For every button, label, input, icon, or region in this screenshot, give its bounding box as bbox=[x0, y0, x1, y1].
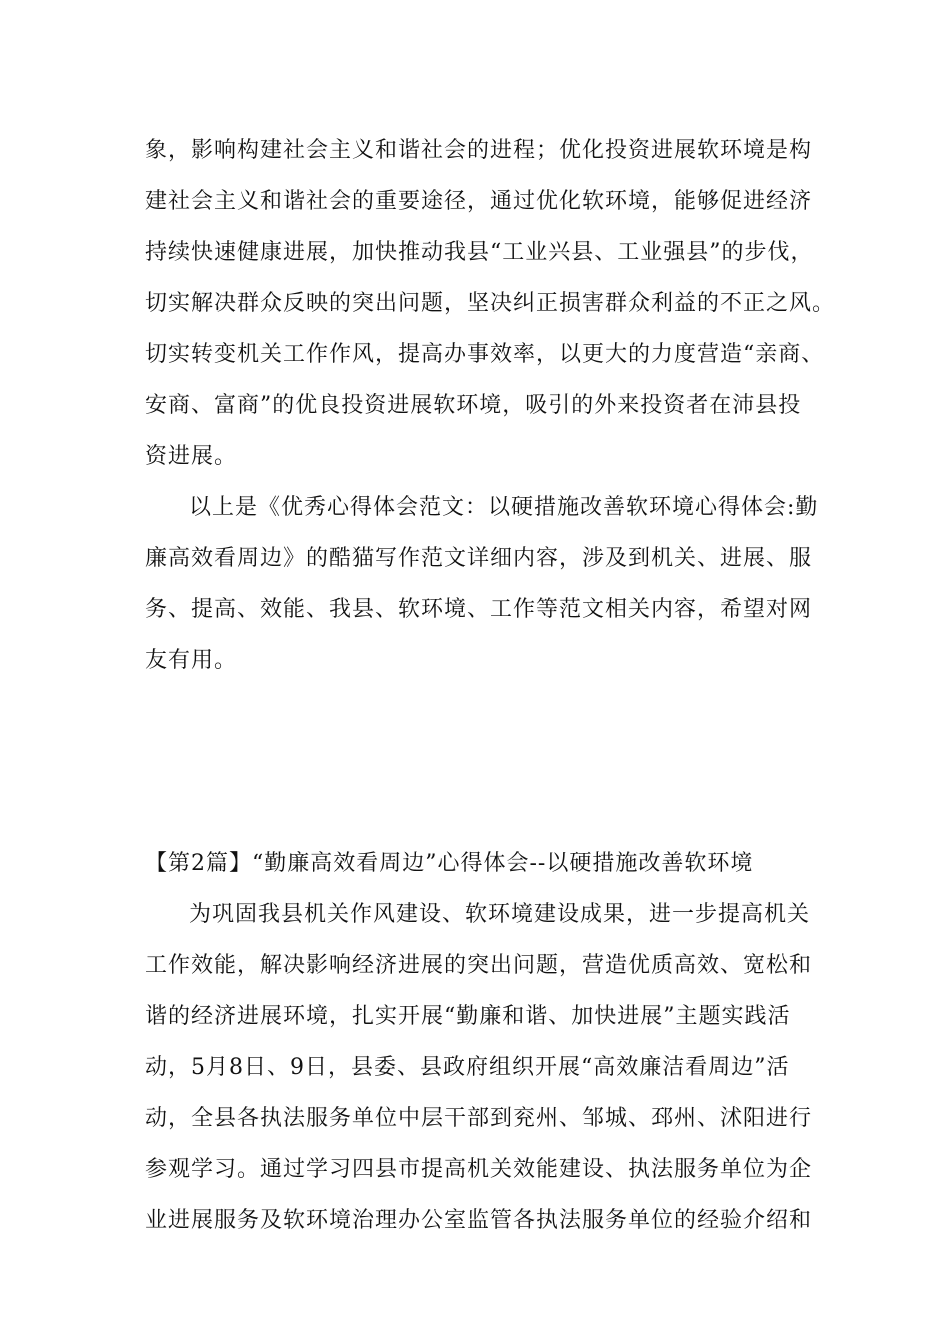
paragraph-line: 工作效能，解决影响经济进展的突出问题，营造优质高效、宽松和 bbox=[145, 953, 813, 978]
paragraph-line: 参观学习。通过学习四县市提高机关效能建设、执法服务单位为企 bbox=[145, 1157, 813, 1182]
paragraph-line: 谐的经济进展环境，扎实开展“勤廉和谐、加快进展”主题实践活 bbox=[145, 1004, 791, 1029]
paragraph-line: 建社会主义和谐社会的重要途径，通过优化软环境，能够促进经济 bbox=[145, 189, 813, 214]
section-heading: 【第2篇】“勤廉高效看周边”心得体会--以硬措施改善软环境 bbox=[145, 851, 754, 876]
paragraph-line: 以上是《优秀心得体会范文：以硬措施改善软环境心得体会:勤 bbox=[189, 495, 819, 520]
paragraph-line: 切实转变机关工作作风，提高办事效率，以更大的力度营造“亲商、 bbox=[145, 342, 825, 367]
paragraph-line: 廉高效看周边》的酷猫写作范文详细内容，涉及到机关、进展、服 bbox=[145, 546, 813, 571]
paragraph-line: 象，影响构建社会主义和谐社会的进程；优化投资进展软环境是构 bbox=[145, 138, 813, 163]
paragraph-line: 友有用。 bbox=[145, 648, 238, 673]
paragraph-line: 切实解决群众反映的突出问题，坚决纠正损害群众利益的不正之风。 bbox=[145, 291, 836, 316]
paragraph-line: 为巩固我县机关作风建设、软环境建设成果，进一步提高机关 bbox=[189, 902, 811, 927]
paragraph-line: 持续快速健康进展，加快推动我县“工业兴县、工业强县”的步伐， bbox=[145, 240, 814, 265]
paragraph-line: 务、提高、效能、我县、软环境、工作等范文相关内容，希望对网 bbox=[145, 597, 813, 622]
paragraph-line: 业进展服务及软环境治理办公室监管各执法服务单位的经验介绍和 bbox=[145, 1208, 813, 1233]
paragraph-line: 资进展。 bbox=[145, 444, 238, 469]
paragraph-line: 动，5月8日、9日，县委、县政府组织开展“高效廉洁看周边”活 bbox=[145, 1055, 790, 1080]
paragraph-line: 动，全县各执法服务单位中层干部到兖州、邹城、邳州、沭阳进行 bbox=[145, 1106, 813, 1131]
paragraph-line: 安商、富商”的优良投资进展软环境，吸引的外来投资者在沛县投 bbox=[145, 393, 802, 418]
